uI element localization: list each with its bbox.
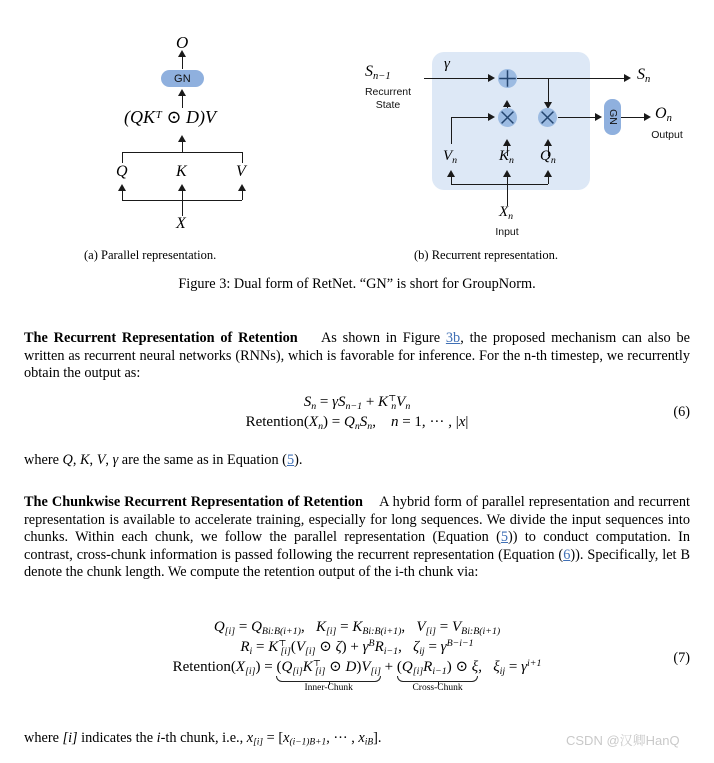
- label-K: K: [176, 163, 187, 180]
- state-input-subscript: n−1: [373, 70, 391, 82]
- arrowhead-up-to-plus: [503, 100, 511, 107]
- edge-V-to-times-left: [451, 117, 491, 118]
- arrowhead-to-state-out: [624, 74, 631, 82]
- label-X-n: [499, 204, 513, 221]
- equation-6-block: [24, 392, 690, 432]
- X-base: X: [499, 204, 509, 220]
- times-circle-right-op: [538, 108, 557, 127]
- caption-output: Output: [651, 129, 683, 141]
- V-subscript: n: [452, 154, 458, 166]
- caption-input: Input: [495, 226, 519, 238]
- subfigure-a-caption: (a) Parallel representation.: [84, 248, 217, 262]
- equation-6-line-2: $Retention(X_n) = Q_nS_n$, n = 1, ··· , |x|: [245, 414, 469, 432]
- label-output-O: O: [176, 33, 189, 52]
- link-equation-5b[interactable]: 5: [500, 529, 509, 546]
- edge-X-to-bus: [182, 200, 183, 216]
- subfigure-b-caption: (b) Recurrent representation.: [414, 248, 559, 262]
- paragraph-where-qkv: [24, 452, 690, 470]
- para1-text-before-ref: As shown in Figure: [320, 330, 446, 346]
- underbrace-cross-chunk-label: Cross-Chunk: [412, 683, 463, 693]
- expression-text: (QKᵀ ⊙ D)V: [124, 107, 217, 127]
- edge-state-in-to-plus: [424, 78, 490, 79]
- heading-recurrent-representation: The Recurrent Representation of Retention: [24, 330, 298, 346]
- bus-top-left-stub: [122, 152, 123, 163]
- arrowhead-to-output: [178, 50, 186, 57]
- groupnorm-box-recurrent: [604, 99, 621, 135]
- V-base: V: [443, 148, 453, 164]
- arrowhead-to-gn: [178, 89, 186, 96]
- bus-top-horizontal: [122, 152, 242, 153]
- heading-chunkwise-representation: The Chunkwise Recurrent Representation of Retention: [24, 494, 363, 510]
- edge-x-to-Q: [122, 190, 123, 200]
- K-base: K: [499, 148, 510, 164]
- edge-plus-to-state-out: [517, 78, 627, 79]
- underbrace-cross-chunk: $(Q_{[i]}R_{i-1})$ ⊙ ξ Cross-Chunk: [397, 657, 478, 677]
- equation-7-line-3: $Retention(X_{[i]}) = (Q_{[i]}K^⊤_{[i]}$ ⊙ $D)V_{[i]}$ Inner-Chunk + $(Q_{[i]}R_{i-1})$ ⊙ ξ Cross-Chunk , $\xi_{ij} = \gamma^{i+1}$: [24, 657, 690, 677]
- underbrace-inner-chunk-label: Inner-Chunk: [304, 683, 353, 693]
- O-base: O: [655, 105, 667, 122]
- link-equation-6[interactable]: 6: [563, 546, 571, 563]
- label-V-n: [443, 148, 457, 165]
- link-equation-5a[interactable]: 5: [286, 452, 295, 468]
- arrowhead-into-gn: [595, 113, 602, 121]
- groupnorm-pill-parallel: [161, 70, 204, 87]
- edge-V-up: [451, 117, 452, 144]
- equation-7-block: [24, 617, 690, 693]
- Q-base: Q: [540, 148, 551, 164]
- underbrace-inner-chunk: ($Q_{[i]}K^⊤_{[i]}$ ⊙ $D)V_{[i]}$ Inner-Chunk: [276, 657, 380, 677]
- arrowhead-to-output-n: [644, 113, 651, 121]
- label-V: V: [236, 163, 246, 180]
- K-subscript: n: [509, 154, 514, 166]
- edge-times-right-to-gn: [558, 117, 598, 118]
- edge-bus-to-Q: [548, 176, 549, 184]
- groupnorm-label: GN: [173, 72, 192, 85]
- label-K-n: [499, 148, 514, 165]
- arrowhead-to-expr: [178, 135, 186, 142]
- subfigure-a-parallel: [0, 0, 360, 268]
- state-input-base: S: [365, 63, 373, 80]
- label-X: X: [176, 215, 186, 232]
- label-state-input: [365, 63, 391, 81]
- edge-state-branch-down: [548, 78, 549, 104]
- recurrent-state-line2: State: [375, 98, 401, 111]
- times-circle-left-op: [498, 108, 517, 127]
- Q-subscript: n: [550, 154, 556, 166]
- equation-7-line-2: $R_i = K^⊤_{[i]}(V_{[i]}$ ⊙ $\zeta) + \gamma^BR_{i-1}$, $\zeta_{ij} = \gamma^{B-i-1}$: [240, 638, 474, 657]
- edge-gn-to-output: [182, 55, 183, 69]
- arrowhead-Q-into-times: [544, 139, 552, 146]
- label-Q: Q: [116, 163, 128, 180]
- para3-segment-3: )). Specifically, let B denote the chunk length. We compute the retention output of the i-th chunk via:: [24, 546, 690, 581]
- edge-x-to-V: [242, 190, 243, 200]
- caption-recurrent-state: [352, 86, 424, 111]
- bus-bottom-recurrent: [451, 184, 548, 185]
- arrowhead-to-V: [238, 184, 246, 191]
- arrowhead-into-plus: [488, 74, 495, 82]
- figure-3: [0, 0, 714, 268]
- edge-x-to-K: [182, 190, 183, 200]
- edge-Xn-to-bus: [507, 184, 508, 206]
- equation-7-number: (7): [673, 650, 690, 666]
- expression-parallel-retention: [124, 107, 216, 128]
- para2-text-before-ref: where Q, K, V, γ are the same as in Equation (: [24, 452, 287, 468]
- recurrent-state-line1: Recurrent: [364, 86, 412, 98]
- arrowhead-bus-to-K: [503, 170, 511, 177]
- equation-7-line-1: $Q_{[i]} = Q_{Bi:B(i+1)}$, $K_{[i]} = K_{Bi:B(i+1)}$, $V_{[i]} = V_{Bi:B(i+1)}$: [213, 619, 501, 637]
- para2-text-after-ref: ).: [294, 452, 303, 468]
- X-subscript: n: [508, 210, 514, 222]
- paragraph-chunkwise-representation: [24, 494, 690, 582]
- label-Q-n: [540, 148, 556, 165]
- arrowhead-to-Q: [118, 184, 126, 191]
- O-subscript: n: [666, 112, 672, 124]
- label-output-On: [655, 105, 672, 123]
- para3-segment-1: A hybrid form of parallel representation and recurrent representation is available to accelerate training, especially for long sequences. We divide the input sequences into chunks. Within each chunk, we follow the parallel representation (Equation (: [24, 494, 691, 546]
- arrowhead-V-into-times: [488, 113, 495, 121]
- csdn-watermark: CSDN @汉卿HanQ: [566, 733, 680, 748]
- state-output-base: S: [637, 66, 645, 83]
- paragraph-recurrent-representation: [24, 330, 690, 383]
- equation-6-number: (6): [673, 404, 690, 420]
- edge-bus-to-V: [451, 176, 452, 184]
- arrowhead-bus-to-V: [447, 170, 455, 177]
- arrowhead-bus-to-Q: [544, 170, 552, 177]
- para3-segment-2: )) to conduct computation. In contrast, cross-chunk information is passed following the recurrent representation (Equation (: [24, 529, 690, 563]
- bus-top-right-stub: [242, 152, 243, 163]
- para1-text-after-ref: , the proposed mechanism can also be written as recurrent neural networks (RNNs), which is favorable for inference. For the n-th timestep, we recurrently obtain the output as:: [24, 330, 691, 382]
- link-figure-3b[interactable]: 3b: [445, 330, 461, 346]
- plus-circle-op: [498, 69, 517, 88]
- label-state-output: [637, 66, 650, 84]
- label-gamma-decay: γ: [444, 56, 450, 72]
- arrowhead-K-into-times: [503, 139, 511, 146]
- state-output-subscript: n: [645, 73, 651, 85]
- edge-bus-to-K: [507, 176, 508, 184]
- arrowhead-to-K: [178, 184, 186, 191]
- paragraph-chunk-index-note: where [i] indicates the i-th chunk, i.e., $x_{[i]} = [x_{(i-1)B+1}$, ··· , $x_{iB}$].: [24, 730, 382, 748]
- edge-expr-to-gn: [182, 94, 183, 108]
- subfigure-b-recurrent: [352, 0, 714, 268]
- groupnorm-label-recurrent: GN: [606, 109, 619, 125]
- equation-6-line-1: $S_n = \gamma S_{n-1} + K^⊤_nV_n$: [303, 393, 411, 412]
- figure-caption: Figure 3: Dual form of RetNet. “GN” is short for GroupNorm.: [178, 276, 536, 292]
